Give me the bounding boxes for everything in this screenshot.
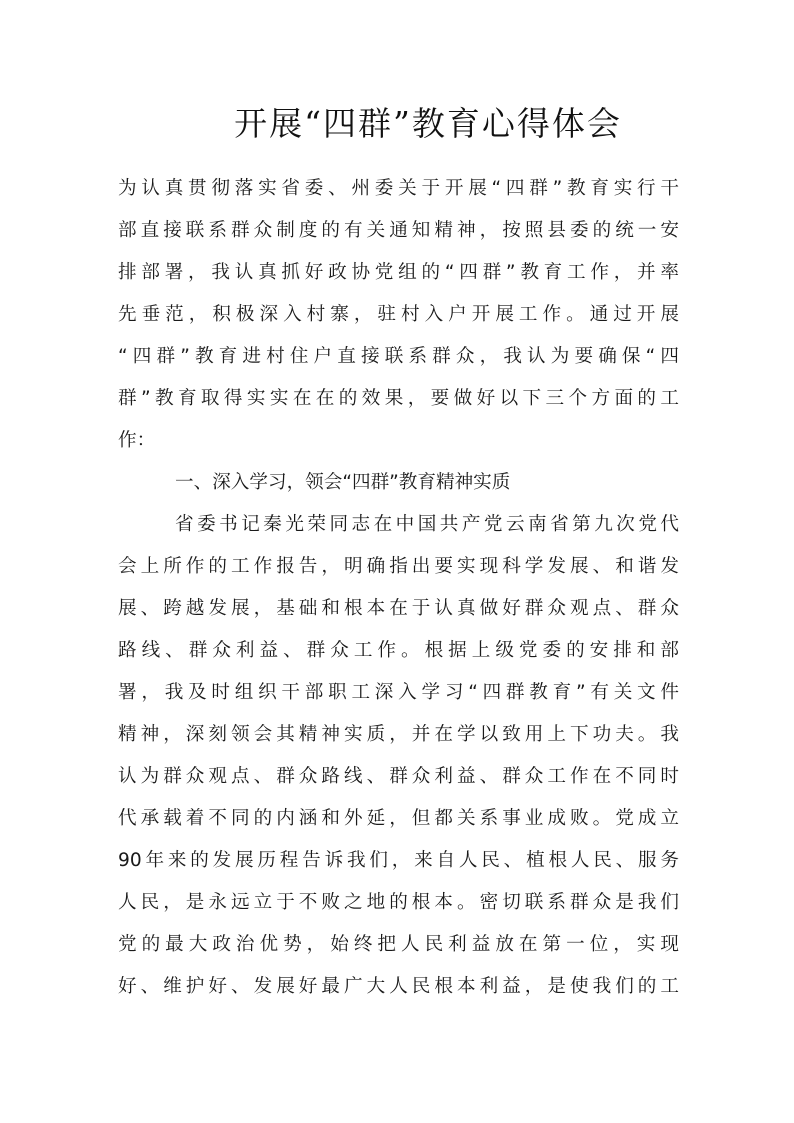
paragraph-2-line-10: 人民，是永远立于不败之地的根本。密切联系群众是我们 <box>118 892 679 913</box>
paragraph-2-line-3: 展、跨越发展，基础和根本在于认真做好群众观点、群众 <box>118 598 679 619</box>
paragraph-1-line-1: 为认真贯彻落实省委、州委关于开展“四群”教育实行干 <box>118 178 679 199</box>
document-title: 开展“四群”教育心得体会 <box>234 104 622 143</box>
paragraph-1-line-4: 先垂范，积极深入村寨，驻村入户开展工作。通过开展 <box>118 304 679 325</box>
paragraph-2-line-8: 代承载着不同的内涵和外延，但都关系事业成败。党成立 <box>118 808 679 829</box>
paragraph-2-line-9: 90年来的发展历程告诉我们，来自人民、植根人民、服务 <box>118 850 679 871</box>
paragraph-2-line-11: 党的最大政治优势，始终把人民利益放在第一位，实现 <box>118 934 679 955</box>
paragraph-2-line-7: 认为群众观点、群众路线、群众利益、群众工作在不同时 <box>118 766 679 787</box>
paragraph-2-line-6: 精神，深刻领会其精神实质，并在学以致用上下功夫。我 <box>118 724 679 745</box>
paragraph-2-line-12: 好、维护好、发展好最广大人民根本利益，是使我们的工 <box>118 976 679 997</box>
paragraph-2-line-2: 会上所作的工作报告，明确指出要实现科学发展、和谐发 <box>118 556 679 577</box>
paragraph-2-line-4: 路线、群众利益、群众工作。根据上级党委的安排和部 <box>118 640 679 661</box>
paragraph-2-line-5: 署，我及时组织干部职工深入学习“四群教育”有关文件 <box>118 682 679 703</box>
paragraph-1-line-6: 群”教育取得实实在在的效果，要做好以下三个方面的工 <box>118 388 679 409</box>
paragraph-1-line-2: 部直接联系群众制度的有关通知精神，按照县委的统一安 <box>118 220 679 241</box>
paragraph-2-line-1: 省委书记秦光荣同志在中国共产党云南省第九次党代 <box>175 514 679 535</box>
paragraph-1-line-7: 作： <box>118 430 156 451</box>
paragraph-1-line-5: “四群”教育进村住户直接联系群众，我认为要确保“四 <box>118 346 679 367</box>
section-heading-1: 一、深入学习，领会“四群”教育精神实质 <box>175 472 511 493</box>
paragraph-1-line-3: 排部署，我认真抓好政协党组的“四群”教育工作，并率 <box>118 262 679 283</box>
